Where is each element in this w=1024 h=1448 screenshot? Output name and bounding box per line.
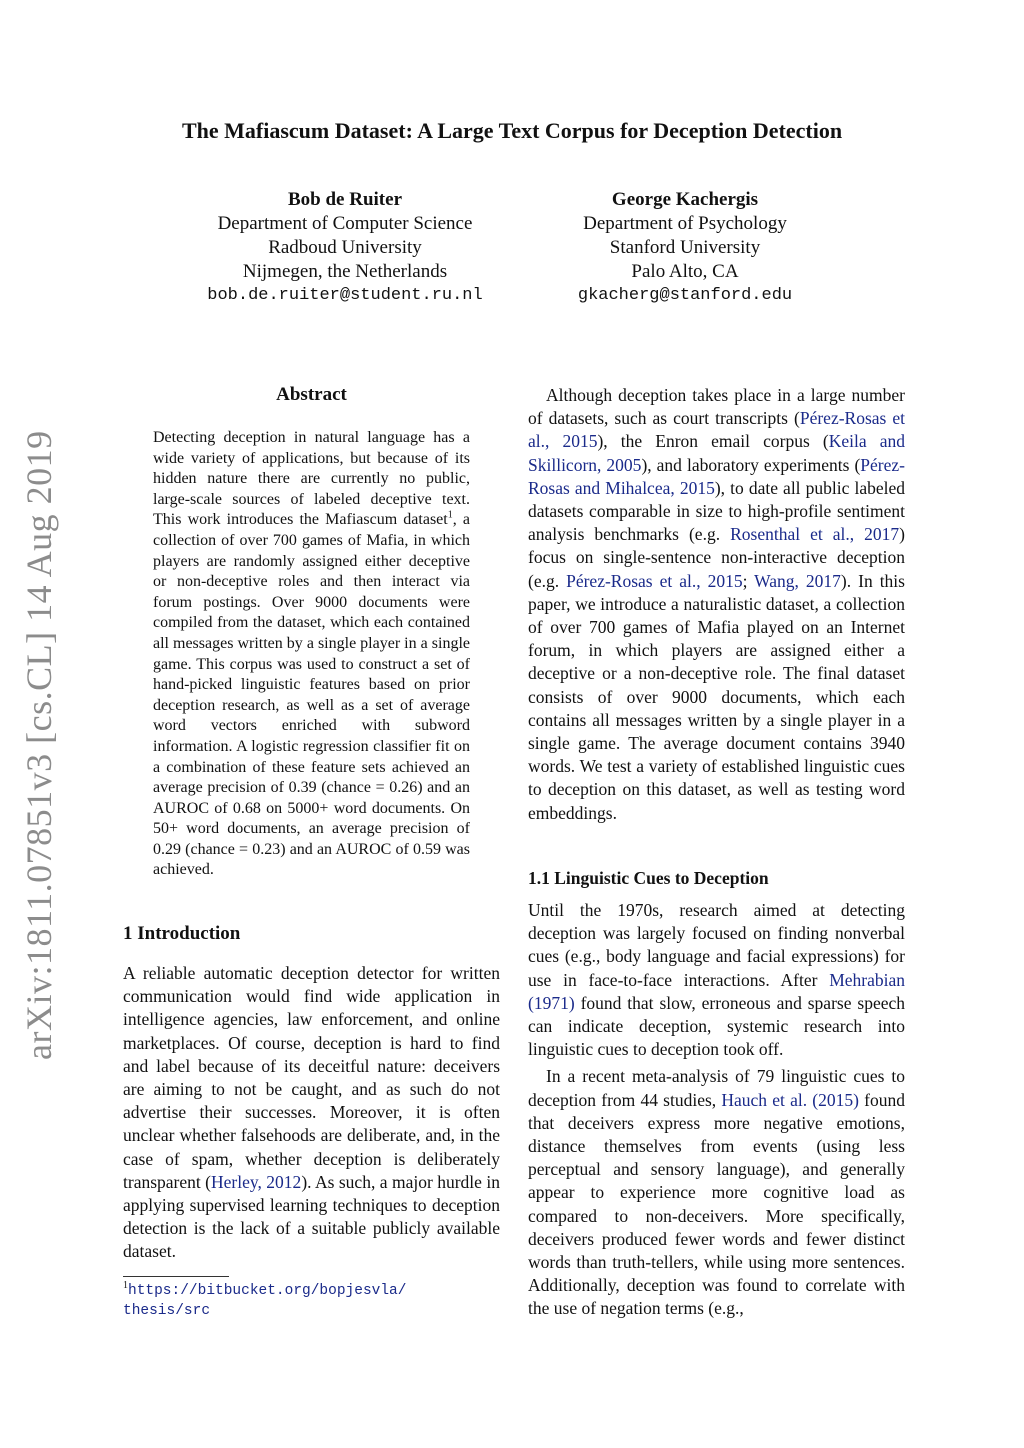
right-intro-paragraph xyxy=(528,384,905,825)
body-text: Until the 1970s, research aimed at detecting deception was largely focused on finding nonverbal cues (e.g., body language and facial expressions) for use in face-to-face interactions. After xyxy=(528,900,905,990)
citation-link[interactable]: Pérez-Rosas et al., 2015 xyxy=(528,408,905,452)
footnote-marker: 1 xyxy=(447,510,453,522)
body-text: ), to date all public labeled datasets comparable in size to high-profile sentiment analysis benchmarks (e.g. xyxy=(528,477,905,545)
intro-text: ). As such, a major hurdle in applying supervised learning techniques to deception detection is the lack of a suitable publicly available dataset. xyxy=(123,1171,500,1262)
author-email: gkacherg@stanford.edu xyxy=(577,286,793,305)
footnote-url-2[interactable]: thesis/src xyxy=(123,1303,211,1319)
author-department: Department of Psychology xyxy=(583,213,787,234)
body-text: found that slow, erroneous and sparse speech can indicate deception, systemic research into linguistic cues to deception took off. xyxy=(528,992,905,1060)
section-heading-introduction: 1 Introduction xyxy=(123,923,241,944)
paper-title: The Mafiascum Dataset: A Large Text Corpus for Deception Detection xyxy=(181,118,843,143)
body-text: ; xyxy=(742,570,755,591)
author-name: George Kachergis xyxy=(611,189,759,210)
body-text: Although deception takes place in a large number of datasets, such as court transcripts ( xyxy=(528,385,905,429)
author-affiliation: Stanford University xyxy=(609,237,761,258)
footnote-divider xyxy=(123,1276,229,1277)
footnote xyxy=(123,1281,483,1321)
citation-link[interactable]: Wang, 2017 xyxy=(754,570,841,591)
citation-link[interactable]: Mehrabian (1971) xyxy=(528,969,905,1013)
author-email: bob.de.ruiter@student.ru.nl xyxy=(207,286,483,305)
arxiv-stamp: arXiv:1811.07851v3 [cs.CL] 14 Aug 2019 xyxy=(19,430,59,1060)
body-text: ). In this paper, we introduce a naturalistic dataset, a collection of over 700 games of Mafia played on an Internet forum, in which players are assigned either a deceptive or a non-deceptive role. The final dataset consists of over 9000 documents, which each contains all messages written by a single player in a single game. The average document contains 3940 words. We test a variety of established linguistic cues to deception on this dataset, as well as testing word embeddings. xyxy=(528,570,905,823)
footnote-number: 1 xyxy=(123,1280,128,1291)
introduction-paragraph xyxy=(123,962,500,1264)
author-name: Bob de Ruiter xyxy=(288,189,402,210)
abstract-body xyxy=(153,428,470,881)
citation-link[interactable]: Rosenthal et al., 2017 xyxy=(730,524,900,545)
body-text: ), the Enron email corpus ( xyxy=(597,431,829,452)
intro-text: A reliable automatic deception detector for written communication would find wide application in intelligence agencies, law enforcement, and online marketplaces. Of course, deception is hard to find and label because of its deceitful nature: deceivers are aiming to not be caught, and as such do not advertise their successes. Moreover, it is often unclear whether falsehoods are deliberate, and, in the case of spam, whether deception is deliberately transparent ( xyxy=(123,963,500,1192)
citation-link[interactable]: Pérez-Rosas et al., 2015 xyxy=(566,570,743,591)
author-block-2 xyxy=(495,188,875,308)
body-text: In a recent meta-analysis of 79 linguistic cues to deception from 44 studies, xyxy=(528,1066,905,1110)
body-text: ), and laboratory experiments ( xyxy=(641,454,861,475)
abstract-text-1: Detecting deception in natural language has a wide variety of applications, but because of its hidden nature there are currently no public, large-scale sources of labeled deceptive text. This work introduces the Mafiascum dataset xyxy=(153,429,470,529)
author-block-1 xyxy=(155,188,535,308)
body-text: ) focus on single-sentence non-interactive deception (e.g. xyxy=(528,524,905,591)
author-department: Department of Computer Science xyxy=(217,213,473,234)
citation-link[interactable]: Keila and Skillicorn, 2005 xyxy=(528,431,905,475)
author-affiliation: Radboud University xyxy=(268,237,422,258)
body-text: found that deceivers express more negative emotions, distance themselves from events (using less perceptual and sensory language), and generally appear to experience more cognitive load as compared to non-deceivers. More specifically, deceivers produced fewer words and fewer distinct words than truth-tellers, while using more sentences. Additionally, deception was found to correlate with the use of negation terms (e.g., xyxy=(528,1089,906,1319)
abstract-heading: Abstract xyxy=(276,384,347,405)
author-location: Palo Alto, CA xyxy=(631,261,739,282)
subsection-heading: 1.1 Linguistic Cues to Deception xyxy=(528,868,769,888)
citation-link[interactable]: Hauch et al. (2015) xyxy=(721,1089,859,1110)
citation-link[interactable]: Herley, 2012 xyxy=(211,1171,302,1192)
subsection-body xyxy=(528,899,905,1321)
abstract-text-2: , a collection of over 700 games of Mafia, in which players are randomly assigned either deceptive or non-deceptive roles and then interact via forum postings. Over 9000 documents were compiled from the dataset, which each contained all messages written by a single player in a single game. This corpus was used to construct a set of hand-picked linguistic features based on prior deception research, as well as a set of average word vectors enriched with subword information. A logistic regression classifier fit on a combination of these feature sets achieved an average precision of 0.39 (chance = 0.26) and an AUROC of 0.68 on 5000+ word documents. On 50+ word documents, an average precision of 0.29 (chance = 0.23) and an AUROC of 0.59 was achieved. xyxy=(153,511,470,879)
citation-link[interactable]: Pérez-Rosas and Mihalcea, 2015 xyxy=(528,454,905,498)
footnote-url-1[interactable]: https://bitbucket.org/bopjesvla/ xyxy=(128,1283,407,1299)
author-location: Nijmegen, the Netherlands xyxy=(242,261,448,282)
